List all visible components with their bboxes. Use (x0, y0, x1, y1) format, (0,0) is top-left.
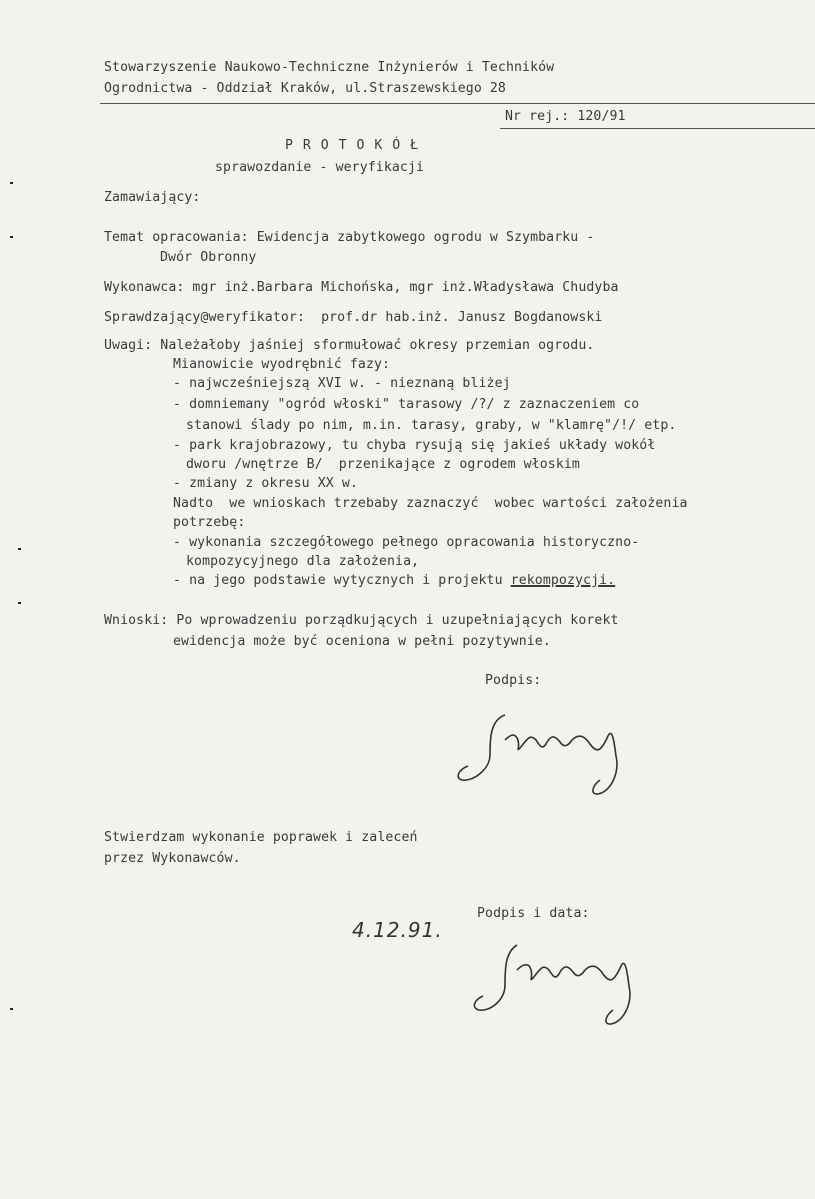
remarks-line9: Nadto we wnioskach trzebaby zaznaczyć wobec wartości założenia (173, 496, 688, 511)
remarks-line1: Uwagi: Należałoby jaśniej sformułować okresy przemian ogrodu. (104, 338, 595, 353)
confirmation-line2: przez Wykonawców. (104, 851, 241, 866)
margin-mark (18, 548, 21, 550)
handwritten-date: 4.12.91. (352, 918, 443, 942)
remarks-line4: - domniemany "ogród włoski" tarasowy /?/ z zaznaczeniem co (173, 397, 640, 412)
remarks-line2: Mianowicie wyodrębnić fazy: (173, 357, 391, 372)
conclusions-line1: Wnioski: Po wprowadzeniu porządkujących i uzupełniających korekt (104, 613, 619, 628)
rekompozycji-underlined: rekompozycji. (510, 573, 616, 588)
margin-mark (10, 182, 13, 184)
signature-label-2: Podpis i data: (477, 906, 590, 921)
remarks-line6: - park krajobrazowy, tu chyba rysują się jakieś układy wokół (173, 438, 656, 453)
margin-mark (10, 1008, 13, 1010)
margin-mark (10, 236, 13, 238)
topic-line2: Dwór Obronny (160, 250, 257, 265)
ordering-party: Zamawiający: (104, 190, 201, 205)
registration-number: Nr rej.: 120/91 (505, 109, 626, 124)
reg-rule (500, 128, 815, 129)
remarks-line13-text: - na jego podstawie wytycznych i projektu (173, 573, 511, 588)
margin-mark (18, 602, 21, 604)
conclusions-line2: ewidencja może być oceniona w pełni pozytywnie. (173, 634, 551, 649)
document-subtitle: sprawozdanie - weryfikacji (215, 160, 425, 175)
header-rule (100, 103, 815, 104)
remarks-line12: kompozycyjnego dla założenia, (186, 554, 420, 569)
remarks-line10: potrzebę: (173, 515, 246, 530)
handwritten-signature-2 (465, 930, 665, 1040)
remarks-line3: - najwcześniejszą XVI w. - nieznaną bliżej (173, 376, 511, 391)
remarks-line5: stanowi ślady po nim, m.in. tarasy, graby, w "klamrę"/!/ etp. (186, 418, 677, 433)
remarks-line11: - wykonania szczegółowego pełnego opracowania historyczno- (173, 535, 640, 550)
remarks-line8: - zmiany z okresu XX w. (173, 476, 358, 491)
org-name-line2: Ogrodnictwa - Oddział Kraków, ul.Straszewskiego 28 (104, 81, 506, 96)
contractor: Wykonawca: mgr inż.Barbara Michońska, mgr inż.Władysława Chudyba (104, 280, 619, 295)
handwritten-signature-1 (450, 700, 650, 810)
remarks-line7: dworu /wnętrze B/ przenikające z ogrodem włoskim (186, 457, 580, 472)
confirmation-line1: Stwierdzam wykonanie poprawek i zaleceń (104, 830, 418, 845)
topic-line1: Temat opracowania: Ewidencja zabytkowego ogrodu w Szymbarku - (104, 230, 595, 245)
org-name-line1: Stowarzyszenie Naukowo-Techniczne Inżynierów i Techników (104, 60, 555, 75)
verifier: Sprawdzający@weryfikator: prof.dr hab.inż. Janusz Bogdanowski (104, 310, 603, 325)
signature-label-1: Podpis: (485, 673, 542, 688)
document-title: P R O T O K Ó Ł (285, 138, 420, 153)
remarks-line13 (173, 573, 615, 589)
